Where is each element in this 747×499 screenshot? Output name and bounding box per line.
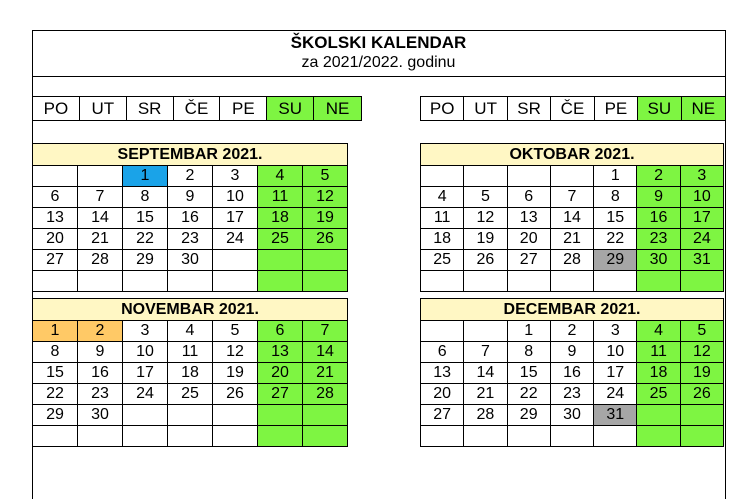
day-cell: 25 bbox=[637, 384, 680, 405]
weekday-po: PO bbox=[33, 97, 80, 120]
day-cell: 30 bbox=[637, 250, 680, 271]
day-cell: 23 bbox=[168, 229, 213, 250]
empty-cell bbox=[551, 426, 594, 447]
page-subtitle: za 2021/2022. godinu bbox=[301, 54, 456, 71]
month-title: DECEMBAR 2021. bbox=[420, 298, 724, 321]
empty-cell bbox=[123, 271, 168, 292]
day-cell: 23 bbox=[551, 384, 594, 405]
day-cell: 26 bbox=[681, 384, 724, 405]
day-cell: 7 bbox=[464, 342, 507, 363]
day-cell: 25 bbox=[258, 229, 303, 250]
empty-cell bbox=[594, 426, 637, 447]
day-cell: 10 bbox=[213, 187, 258, 208]
day-cell: 19 bbox=[303, 208, 348, 229]
day-cell: 22 bbox=[33, 384, 78, 405]
day-cell: 26 bbox=[303, 229, 348, 250]
day-cell: 6 bbox=[33, 187, 78, 208]
day-cell: 22 bbox=[123, 229, 168, 250]
empty-cell bbox=[508, 426, 551, 447]
day-cell: 30 bbox=[168, 250, 213, 271]
empty-cell bbox=[464, 271, 507, 292]
day-cell: 14 bbox=[464, 363, 507, 384]
empty-cell bbox=[681, 271, 724, 292]
day-cell: 28 bbox=[303, 384, 348, 405]
empty-cell bbox=[123, 405, 168, 426]
empty-cell bbox=[213, 271, 258, 292]
empty-cell bbox=[464, 321, 507, 342]
day-cell: 17 bbox=[123, 363, 168, 384]
day-cell: 13 bbox=[33, 208, 78, 229]
empty-cell bbox=[303, 426, 348, 447]
day-cell: 21 bbox=[78, 229, 123, 250]
day-cell: 24 bbox=[681, 229, 724, 250]
day-cell: 23 bbox=[637, 229, 680, 250]
day-cell: 13 bbox=[508, 208, 551, 229]
day-cell: 4 bbox=[421, 187, 464, 208]
day-cell: 3 bbox=[213, 166, 258, 187]
month-october bbox=[420, 143, 724, 292]
day-cell: 19 bbox=[681, 363, 724, 384]
weekday-sr: SR bbox=[127, 97, 174, 120]
month-grid bbox=[32, 166, 348, 292]
empty-cell bbox=[303, 405, 348, 426]
weekday-ne: NE bbox=[314, 97, 361, 120]
day-cell: 2 bbox=[637, 166, 680, 187]
page-title: ŠKOLSKI KALENDAR bbox=[290, 33, 467, 52]
weekday-su: SU bbox=[638, 97, 681, 120]
day-cell: 1 bbox=[508, 321, 551, 342]
day-cell: 10 bbox=[594, 342, 637, 363]
empty-cell bbox=[123, 426, 168, 447]
day-cell: 11 bbox=[421, 208, 464, 229]
day-cell: 11 bbox=[258, 187, 303, 208]
day-cell: 21 bbox=[303, 363, 348, 384]
day-cell: 11 bbox=[637, 342, 680, 363]
day-cell: 3 bbox=[681, 166, 724, 187]
day-cell: 27 bbox=[258, 384, 303, 405]
day-cell: 8 bbox=[33, 342, 78, 363]
day-cell: 15 bbox=[594, 208, 637, 229]
day-cell: 12 bbox=[464, 208, 507, 229]
day-cell: 5 bbox=[213, 321, 258, 342]
empty-cell bbox=[681, 405, 724, 426]
empty-cell bbox=[168, 271, 213, 292]
day-cell: 2 bbox=[551, 321, 594, 342]
empty-cell bbox=[551, 271, 594, 292]
empty-cell bbox=[78, 166, 123, 187]
day-cell: 20 bbox=[421, 384, 464, 405]
day-cell: 3 bbox=[594, 321, 637, 342]
empty-cell bbox=[258, 426, 303, 447]
empty-cell bbox=[258, 405, 303, 426]
day-cell: 28 bbox=[78, 250, 123, 271]
weekday-ce: ČE bbox=[174, 97, 221, 120]
empty-cell bbox=[464, 166, 507, 187]
day-cell: 20 bbox=[258, 363, 303, 384]
day-cell: 15 bbox=[508, 363, 551, 384]
empty-cell bbox=[421, 426, 464, 447]
month-grid bbox=[32, 321, 348, 447]
empty-cell bbox=[33, 271, 78, 292]
empty-cell bbox=[33, 166, 78, 187]
empty-cell bbox=[33, 426, 78, 447]
day-cell: 1 bbox=[594, 166, 637, 187]
day-cell: 5 bbox=[464, 187, 507, 208]
day-cell: 13 bbox=[258, 342, 303, 363]
month-title: OKTOBAR 2021. bbox=[420, 143, 724, 166]
day-cell: 27 bbox=[421, 405, 464, 426]
day-cell: 4 bbox=[258, 166, 303, 187]
day-cell: 18 bbox=[258, 208, 303, 229]
day-cell: 17 bbox=[681, 208, 724, 229]
day-cell: 9 bbox=[637, 187, 680, 208]
day-cell: 3 bbox=[123, 321, 168, 342]
empty-cell bbox=[213, 250, 258, 271]
weekday-ce: ČE bbox=[551, 97, 594, 120]
empty-cell bbox=[637, 426, 680, 447]
day-cell: 22 bbox=[508, 384, 551, 405]
empty-cell bbox=[681, 426, 724, 447]
day-cell: 9 bbox=[78, 342, 123, 363]
empty-cell bbox=[594, 271, 637, 292]
day-cell: 25 bbox=[168, 384, 213, 405]
day-cell: 31 bbox=[594, 405, 637, 426]
day-cell: 18 bbox=[421, 229, 464, 250]
day-cell: 31 bbox=[681, 250, 724, 271]
day-cell: 8 bbox=[594, 187, 637, 208]
day-cell: 27 bbox=[508, 250, 551, 271]
month-title: NOVEMBAR 2021. bbox=[32, 298, 348, 321]
weekday-ut: UT bbox=[80, 97, 127, 120]
day-cell: 26 bbox=[213, 384, 258, 405]
day-cell: 1 bbox=[33, 321, 78, 342]
day-cell: 29 bbox=[508, 405, 551, 426]
empty-cell bbox=[551, 166, 594, 187]
day-cell: 4 bbox=[168, 321, 213, 342]
day-cell: 9 bbox=[551, 342, 594, 363]
empty-cell bbox=[508, 166, 551, 187]
empty-cell bbox=[258, 271, 303, 292]
day-cell: 15 bbox=[33, 363, 78, 384]
day-cell: 16 bbox=[78, 363, 123, 384]
day-cell: 14 bbox=[303, 342, 348, 363]
day-cell: 6 bbox=[258, 321, 303, 342]
day-cell: 29 bbox=[123, 250, 168, 271]
month-december bbox=[420, 298, 724, 447]
day-cell: 16 bbox=[168, 208, 213, 229]
empty-cell bbox=[421, 166, 464, 187]
day-cell: 8 bbox=[123, 187, 168, 208]
day-cell: 24 bbox=[594, 384, 637, 405]
day-cell: 12 bbox=[681, 342, 724, 363]
month-grid bbox=[420, 166, 724, 292]
weekday-pe: PE bbox=[595, 97, 638, 120]
day-cell: 13 bbox=[421, 363, 464, 384]
weekday-po: PO bbox=[421, 97, 464, 120]
empty-cell bbox=[508, 271, 551, 292]
day-cell: 25 bbox=[421, 250, 464, 271]
empty-cell bbox=[213, 426, 258, 447]
day-cell: 28 bbox=[551, 250, 594, 271]
day-cell: 14 bbox=[551, 208, 594, 229]
empty-cell bbox=[421, 271, 464, 292]
day-cell: 7 bbox=[78, 187, 123, 208]
day-cell: 2 bbox=[168, 166, 213, 187]
day-cell: 18 bbox=[168, 363, 213, 384]
day-cell: 16 bbox=[551, 363, 594, 384]
day-cell: 29 bbox=[33, 405, 78, 426]
day-cell: 12 bbox=[213, 342, 258, 363]
weekday-su: SU bbox=[267, 97, 314, 120]
day-cell: 26 bbox=[464, 250, 507, 271]
day-cell: 20 bbox=[33, 229, 78, 250]
day-cell: 10 bbox=[123, 342, 168, 363]
empty-cell bbox=[78, 426, 123, 447]
day-cell: 5 bbox=[303, 166, 348, 187]
divider bbox=[32, 76, 725, 77]
day-cell: 19 bbox=[213, 363, 258, 384]
empty-cell bbox=[168, 405, 213, 426]
month-november bbox=[32, 298, 348, 447]
day-cell: 11 bbox=[168, 342, 213, 363]
day-cell: 15 bbox=[123, 208, 168, 229]
empty-cell bbox=[303, 250, 348, 271]
month-september bbox=[32, 143, 348, 292]
day-cell: 7 bbox=[551, 187, 594, 208]
day-cell: 1 bbox=[123, 166, 168, 187]
day-cell: 30 bbox=[551, 405, 594, 426]
day-cell: 21 bbox=[551, 229, 594, 250]
day-cell: 21 bbox=[464, 384, 507, 405]
month-title: SEPTEMBAR 2021. bbox=[32, 143, 348, 166]
day-cell: 18 bbox=[637, 363, 680, 384]
weekday-ne: NE bbox=[682, 97, 725, 120]
day-cell: 20 bbox=[508, 229, 551, 250]
empty-cell bbox=[78, 271, 123, 292]
empty-cell bbox=[637, 405, 680, 426]
empty-cell bbox=[303, 271, 348, 292]
day-cell: 4 bbox=[637, 321, 680, 342]
day-cell: 12 bbox=[303, 187, 348, 208]
day-cell: 16 bbox=[637, 208, 680, 229]
empty-cell bbox=[213, 405, 258, 426]
day-cell: 27 bbox=[33, 250, 78, 271]
day-cell: 10 bbox=[681, 187, 724, 208]
day-cell: 24 bbox=[123, 384, 168, 405]
weekday-pe: PE bbox=[220, 97, 267, 120]
day-cell: 6 bbox=[508, 187, 551, 208]
day-cell: 2 bbox=[78, 321, 123, 342]
empty-cell bbox=[421, 321, 464, 342]
empty-cell bbox=[168, 426, 213, 447]
weekday-ut: UT bbox=[464, 97, 507, 120]
empty-cell bbox=[258, 250, 303, 271]
empty-cell bbox=[637, 271, 680, 292]
day-cell: 9 bbox=[168, 187, 213, 208]
day-cell: 7 bbox=[303, 321, 348, 342]
day-cell: 23 bbox=[78, 384, 123, 405]
day-cell: 6 bbox=[421, 342, 464, 363]
weekday-header-right bbox=[420, 96, 726, 121]
day-cell: 24 bbox=[213, 229, 258, 250]
month-grid bbox=[420, 321, 724, 447]
day-cell: 30 bbox=[78, 405, 123, 426]
day-cell: 5 bbox=[681, 321, 724, 342]
day-cell: 29 bbox=[594, 250, 637, 271]
day-cell: 19 bbox=[464, 229, 507, 250]
empty-cell bbox=[464, 426, 507, 447]
day-cell: 8 bbox=[508, 342, 551, 363]
day-cell: 28 bbox=[464, 405, 507, 426]
weekday-sr: SR bbox=[508, 97, 551, 120]
day-cell: 22 bbox=[594, 229, 637, 250]
weekday-header-left bbox=[32, 96, 362, 121]
day-cell: 17 bbox=[213, 208, 258, 229]
day-cell: 14 bbox=[78, 208, 123, 229]
day-cell: 17 bbox=[594, 363, 637, 384]
